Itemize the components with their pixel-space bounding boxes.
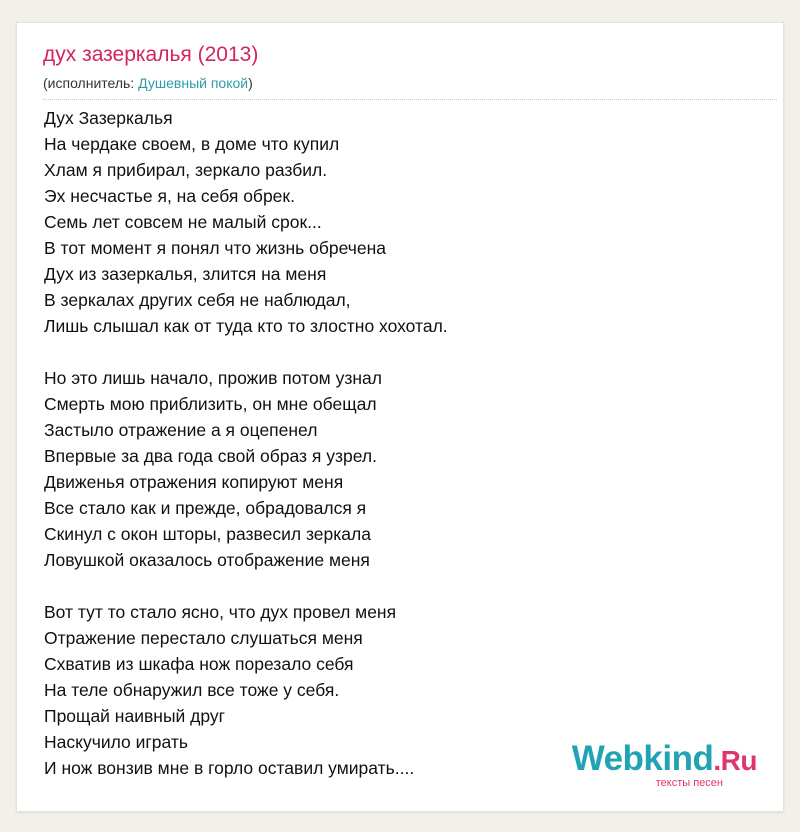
lyric-line: Хлам я прибирал, зеркало разбил. xyxy=(44,160,328,180)
lyric-line: Дух Зазеркалья xyxy=(44,108,173,128)
lyric-line: Дух из зазеркалья, злится на меня xyxy=(44,264,327,284)
artist-prefix: (исполнитель: xyxy=(43,75,139,91)
lyric-line: Схватив из шкафа нож порезало себя xyxy=(44,654,354,674)
lyric-line: В зеркалах других себя не наблюдал, xyxy=(44,290,351,310)
lyric-line: Эх несчастье я, на себя обрек. xyxy=(44,186,295,206)
lyric-line: Ловушкой оказалось отображение меня xyxy=(44,550,370,570)
lyric-line: Вот тут то стало ясно, что дух провел меня xyxy=(44,602,397,622)
artist-link[interactable]: Душевный покой xyxy=(138,75,249,91)
lyric-line: Движенья отражения копируют меня xyxy=(44,472,344,492)
watermark-subtitle: тексты песен xyxy=(655,777,723,789)
stanza-gap xyxy=(44,339,764,365)
lyric-line: Смерть мою приблизить, он мне обещал xyxy=(44,394,377,414)
watermark-logo xyxy=(572,741,757,779)
separator xyxy=(43,99,777,100)
stanza-gap xyxy=(44,573,764,599)
song-title: дух зазеркалья (2013) xyxy=(43,43,259,66)
lyric-line: Все стало как и прежде, обрадовался я xyxy=(44,498,367,518)
watermark-brand: Webkind xyxy=(571,739,714,778)
watermark-tld: .Ru xyxy=(713,745,757,776)
site-watermark[interactable] xyxy=(572,741,757,789)
lyric-line: Отражение перестало слушаться меня xyxy=(44,628,363,648)
lyric-line: Скинул с окон шторы, развесил зеркала xyxy=(44,524,371,544)
lyrics-card xyxy=(16,22,784,812)
lyric-line: На чердаке своем, в доме что купил xyxy=(44,134,340,154)
artist-suffix: ) xyxy=(248,75,253,91)
lyric-line: Застыло отражение а я оцепенел xyxy=(44,420,318,440)
lyric-line: Впервые за два года свой образ я узрел. xyxy=(44,446,377,466)
lyric-line: Семь лет совсем не малый срок... xyxy=(44,212,322,232)
lyric-line: Но это лишь начало, прожив потом узнал xyxy=(44,368,382,388)
lyric-line: В тот момент я понял что жизнь обречена xyxy=(44,238,386,258)
lyrics-text xyxy=(44,105,764,781)
lyric-line: На теле обнаружил все тоже у себя. xyxy=(44,680,340,700)
lyric-line: Наскучило играть xyxy=(44,732,188,752)
lyric-line: Лишь слышал как от туда кто то злостно хохотал. xyxy=(44,316,448,336)
lyric-line: Прощай наивный друг xyxy=(44,706,226,726)
artist-line xyxy=(43,74,253,92)
lyric-line: И нож вонзив мне в горло оставил умирать.... xyxy=(44,758,415,778)
